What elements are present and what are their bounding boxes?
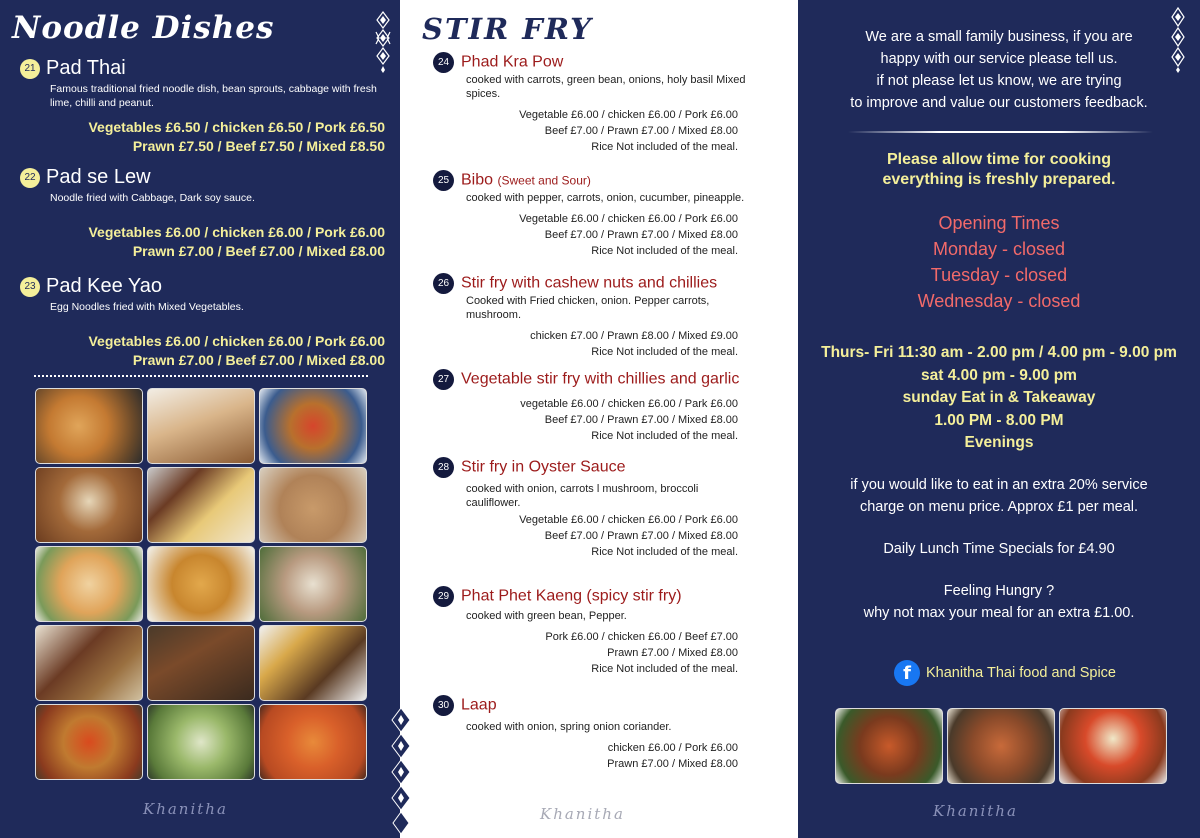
service-line: charge on menu price. Approx £1 per meal.: [859, 499, 1139, 515]
item-price-line: Vegetables £6.00 / chicken £6.00 / Pork £6.00: [88, 333, 385, 349]
closed-day: Tuesday - closed: [930, 265, 1068, 285]
intro-line: to improve and value our customers feedback.: [850, 95, 1148, 111]
item-price-line: Vegetables £6.00 / chicken £6.00 / Pork £6.00: [88, 224, 385, 240]
hours-line: sunday Eat in & Takeaway: [902, 389, 1096, 406]
item-prices: [433, 512, 738, 560]
item-description: cooked with onion, spring onion coriander.: [466, 721, 672, 733]
khanitha-signature: Khanitha: [933, 802, 1018, 820]
item-description: Cooked with Fried chicken, onion. Pepper carrots, mushroom.: [466, 295, 710, 321]
lunch-specials: Daily Lunch Time Specials for £4.90: [883, 541, 1115, 557]
item-prices: [433, 396, 738, 444]
item-prices: [433, 740, 738, 772]
notice-line: Please allow time for cooking: [886, 151, 1112, 168]
food-photo-grid: [35, 388, 368, 780]
item-number-badge: 28: [433, 457, 454, 478]
price-line: Vegetable £6.00 / chicken £6.00 / Pork £6.00: [519, 213, 738, 225]
item-description: cooked with carrots, green bean, onions, holy basil Mixed spices.: [466, 74, 746, 100]
max-meal-offer: [798, 580, 1200, 624]
info-panel: [798, 0, 1200, 838]
price-line: Rice Not included of the meal.: [591, 141, 738, 153]
food-photo: [35, 704, 143, 780]
cooking-notice: [798, 150, 1200, 190]
stir-fry-panel: [400, 0, 798, 838]
price-line: Vegetable £6.00 / chicken £6.00 / Pork £6.00: [519, 514, 738, 526]
item-prices: [433, 328, 738, 360]
price-line: Prawn £7.00 / Mixed £8.00: [607, 647, 738, 659]
food-photo: [259, 704, 367, 780]
dish-photo-row: [835, 708, 1167, 784]
divider-line: [848, 131, 1153, 133]
food-photo: [147, 388, 255, 464]
food-photo: [947, 708, 1055, 784]
food-photo: [35, 467, 143, 543]
opening-hours: [798, 342, 1200, 455]
item-name: Stir fry with cashew nuts and chillies: [461, 274, 718, 292]
item-name: Stir fry in Oyster Sauce: [461, 458, 626, 476]
food-photo: [259, 467, 367, 543]
price-line: Prawn £7.00 / Mixed £8.00: [607, 758, 738, 770]
food-photo: [1059, 708, 1167, 784]
price-line: Beef £7.00 / Prawn £7.00 / Mixed £8.00: [544, 229, 738, 241]
food-photo: [259, 546, 367, 622]
item-name: Bibo: [461, 171, 494, 189]
opening-times: [798, 210, 1200, 314]
intro-line: happy with our service please tell us.: [880, 51, 1118, 67]
food-photo: [147, 704, 255, 780]
item-number-badge: 22: [20, 168, 40, 188]
item-number-badge: 23: [20, 277, 40, 297]
item-description: cooked with pepper, carrots, onion, cucumber, pineapple.: [466, 192, 745, 204]
item-description: Famous traditional fried noodle dish, bean sprouts, cabbage with fresh lime, chilli and peanut.: [50, 83, 377, 109]
hours-line: Thurs- Fri 11:30 am - 2.00 pm / 4.00 pm - 9.00 pm: [821, 344, 1177, 361]
stir-fry-title: STIR FRY: [422, 12, 593, 46]
item-description: Egg Noodles fried with Mixed Vegetables.: [50, 301, 244, 313]
price-line: Beef £7.00 / Prawn £7.00 / Mixed £8.00: [544, 414, 738, 426]
item-number-badge: 29: [433, 586, 454, 607]
food-photo: [35, 625, 143, 701]
item-description: cooked with green bean, Pepper.: [466, 610, 627, 622]
menu-item-26: [433, 273, 793, 360]
price-line: Beef £7.00 / Prawn £7.00 / Mixed £8.00: [544, 125, 738, 137]
menu-item-23: [20, 275, 385, 370]
item-number-badge: 21: [20, 59, 40, 79]
item-description: cooked with onion, carrots l mushroom, broccoli cauliflower.: [466, 483, 699, 509]
food-photo: [35, 546, 143, 622]
item-number-badge: 30: [433, 695, 454, 716]
food-photo: [147, 546, 255, 622]
menu-item-21: [20, 57, 385, 156]
facebook-page-name: Khanitha Thai food and Spice: [926, 665, 1116, 681]
item-prices: [433, 629, 738, 677]
offer-line: Feeling Hungry ?: [943, 583, 1055, 599]
noodle-dishes-title: Noodle Dishes: [12, 10, 275, 46]
price-line: chicken £7.00 / Prawn £8.00 / Mixed £9.00: [530, 330, 738, 342]
food-photo: [835, 708, 943, 784]
hours-line: 1.00 PM - 8.00 PM: [934, 411, 1064, 429]
item-price-line: Prawn £7.00 / Beef £7.00 / Mixed £8.00: [132, 243, 385, 259]
item-number-badge: 24: [433, 52, 454, 73]
item-price-line: Prawn £7.50 / Beef £7.50 / Mixed £8.50: [132, 138, 385, 154]
price-line: vegetable £6.00 / chicken £6.00 / Park £6.00: [520, 398, 738, 410]
intro-line: We are a small family business, if you are: [865, 29, 1133, 45]
item-price-line: Prawn £7.00 / Beef £7.00 / Mixed £8.00: [132, 352, 385, 368]
food-photo: [259, 625, 367, 701]
food-photo: [259, 388, 367, 464]
price-line: Rice Not included of the meal.: [591, 663, 738, 675]
item-name: Vegetable stir fry with chillies and garlic: [461, 370, 740, 388]
price-line: Beef £7.00 / Prawn £7.00 / Mixed £8.00: [544, 530, 738, 542]
service-charge-note: [798, 474, 1200, 518]
opening-heading: Opening Times: [938, 213, 1060, 233]
menu-item-24: [433, 52, 793, 155]
facebook-link[interactable]: [894, 660, 1116, 686]
price-line: Rice Not included of the meal.: [591, 245, 738, 257]
item-prices: [433, 211, 738, 259]
intro-line: if not please let us know, we are trying: [876, 73, 1122, 89]
item-price-line: Vegetables £6.50 / chicken £6.50 / Pork £6.50: [88, 119, 385, 135]
menu-item-25: [433, 170, 793, 259]
khanitha-signature: Khanitha: [540, 805, 625, 823]
item-name: Pad Thai: [46, 57, 126, 79]
intro-text: [798, 26, 1200, 114]
price-line: Rice Not included of the meal.: [591, 546, 738, 558]
noodle-dishes-panel: [0, 0, 400, 838]
hours-line: sat 4.00 pm - 9.00 pm: [921, 366, 1077, 384]
menu-item-30: [433, 695, 793, 772]
item-prices: [433, 107, 738, 155]
diamond-ornament-icon: [388, 706, 414, 836]
item-name: Pad Kee Yao: [46, 275, 163, 297]
closed-day: Wednesday - closed: [917, 291, 1081, 311]
closed-day: Monday - closed: [932, 239, 1066, 259]
price-line: Vegetable £6.00 / chicken £6.00 / Pork £6.00: [519, 109, 738, 121]
menu-item-29: [433, 586, 793, 677]
price-line: Pork £6.00 / chicken £6.00 / Beef £7.00: [545, 631, 738, 643]
item-name: Phad Kra Pow: [461, 53, 564, 71]
price-line: Rice Not included of the meal.: [591, 430, 738, 442]
item-number-badge: 25: [433, 170, 454, 191]
offer-line: why not max your meal for an extra £1.00.: [863, 605, 1135, 621]
khanitha-signature: Khanitha: [143, 800, 228, 818]
item-name: Phat Phet Kaeng (spicy stir fry): [461, 587, 682, 605]
item-name: Pad se Lew: [46, 166, 151, 188]
dotted-divider: [34, 375, 368, 377]
item-description: Noodle fried with Cabbage, Dark soy sauce.: [50, 192, 255, 204]
hours-line: Evenings: [964, 434, 1034, 451]
menu-item-28: [433, 457, 793, 560]
food-photo: [35, 388, 143, 464]
menu-item-22: [20, 166, 385, 261]
service-line: if you would like to eat in an extra 20% service: [850, 477, 1148, 493]
food-photo: [147, 467, 255, 543]
price-line: Rice Not included of the meal.: [591, 346, 738, 358]
item-number-badge: 26: [433, 273, 454, 294]
item-subtitle: (Sweet and Sour): [497, 173, 591, 188]
menu-item-27: [433, 369, 793, 444]
price-line: chicken £6.00 / Pork £6.00: [607, 742, 738, 754]
notice-line: everything is freshly prepared.: [882, 171, 1116, 188]
item-number-badge: 27: [433, 369, 454, 390]
item-name: Laap: [461, 696, 497, 714]
facebook-icon: f: [894, 660, 920, 686]
food-photo: [147, 625, 255, 701]
